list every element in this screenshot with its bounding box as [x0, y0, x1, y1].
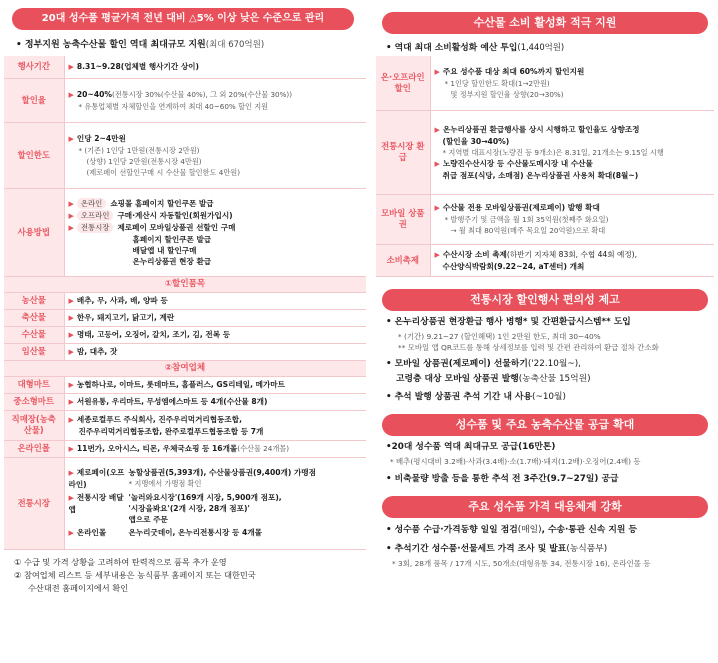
zero-note: * 지맹에서 가맹점 확인: [128, 479, 202, 488]
section-vendors-title: ②참여업체: [4, 360, 366, 376]
deliv-line3: 앱으로 주문: [128, 515, 168, 524]
seafood-lead: • 역대 최대 소비활성화 예산 투입: [386, 43, 518, 53]
seafood-row: [376, 244, 714, 276]
item-row: [4, 343, 366, 360]
triangle-icon: ▶: [68, 199, 74, 208]
triangle-icon: ▶: [68, 62, 74, 71]
triangle-icon: ▶: [68, 90, 74, 99]
deliv-line1: '놀러와요시장'(169개 시장, 5,900개 점포),: [128, 493, 282, 502]
section-items-title: ①할인품목: [4, 276, 366, 292]
vendor-row: [4, 410, 366, 440]
seafood-table: [376, 56, 714, 277]
market-bullet2: • 모바일 상품권(제로페이) 선물하기: [386, 358, 528, 369]
vendor-sub: (수산물 24개몰): [237, 443, 290, 453]
supply-bullet2-date: (9.7~27일): [546, 473, 599, 484]
section-items-row: [4, 276, 366, 292]
vendor-label: 직매장(농축산물): [4, 410, 64, 440]
triangle-icon: ▶: [68, 296, 74, 305]
section-price: [376, 496, 714, 569]
price-bullet2: • 추석기간 성수품·선물세트 가격 조사 및 발표: [386, 543, 567, 554]
item-text: 한우, 돼지고기, 닭고기, 계란: [76, 312, 175, 322]
vendor-text: 서원유통, 우리마트, 무성엠에스마트 등 4개: [76, 396, 224, 406]
mobile-note1: * 발행주기 및 금액을 월 1회 35억원(첫째주 화요일): [444, 215, 609, 224]
triangle-icon: ▶: [68, 211, 74, 220]
market-line4: 온누리상품권 현장 환급: [132, 256, 212, 266]
market-line2: 홈페이지 할인쿠폰 발급: [132, 234, 212, 244]
seafood-row-note1: * 1인당 할인한도 확대(1→2만원): [444, 78, 550, 88]
triangle-icon: ▶: [68, 494, 74, 502]
market-refund-rate: (할인율 30→40%): [442, 136, 510, 146]
row-limit: [4, 122, 366, 188]
seafood-banner: 수산물 소비 활성화 적극 지원: [382, 12, 708, 34]
item-row: [4, 309, 366, 326]
vendor-row: [4, 393, 366, 410]
expo-main: 수산양식박람회: [442, 261, 494, 271]
seafood-row-label: 전통시장 환급: [376, 110, 430, 194]
triangle-icon: ▶: [68, 469, 74, 477]
footnote-2: ② 참여업체 리스트 등 세부내용은 농식품부 홈페이지 또는 대한민국: [14, 569, 256, 580]
price-bullet1: • 성수품 수급·가격동향 일일 점검: [386, 524, 518, 535]
triangle-icon: ▶: [68, 134, 74, 143]
triangle-icon: ▶: [68, 313, 74, 322]
item-text: 명태, 고등어, 오징어, 갈치, 조기, 김, 전복 등: [76, 329, 231, 339]
vendor-label: 온라인몰: [4, 440, 64, 457]
rate-sub: (전통시장 30%(수산물 40%), 그 외 20%(수산물 30%)): [112, 89, 293, 99]
section-vendors-row: [4, 360, 366, 376]
market-bullet3: • 추석 발행 상품권 추석 기간 내 사용: [386, 391, 533, 402]
footnote-3: 수산대전 홈페이지에서 확인: [28, 582, 129, 593]
market-label: 전통시장: [4, 457, 64, 549]
price-note: * 3회, 28개 품목 / 17개 시도, 50개소(대형유통 34, 전통시장 16), 온라인몰 등: [392, 558, 651, 568]
item-text: 배추, 무, 사과, 배, 양파 등: [76, 295, 168, 305]
market-refund-main2: 노량진수산시장 등 수산물도매시장 내 수산물: [442, 158, 593, 168]
triangle-icon: ▶: [68, 397, 74, 406]
vendor-line1: 세종로컬푸드 주식회사, 진주우리먹거리협동조합,: [76, 414, 242, 424]
row-rate: [4, 78, 366, 122]
item-row: [4, 292, 366, 309]
market-online-tag: 온라인몰: [76, 528, 107, 537]
vendor-row-market: [4, 457, 366, 549]
market-note1: * (기간) 9.21~27 (할인혜택) 1인 2만원 한도, 최대 30~40%: [398, 331, 601, 341]
seafood-row-label: 모바일 상품권: [376, 194, 430, 244]
triangle-icon: ▶: [68, 444, 74, 453]
vendor-sub: (수산물 8개): [223, 396, 268, 406]
price-bullet2-org: (농식품부): [566, 543, 608, 554]
row-method: [4, 188, 366, 276]
supply-note: * 배추(평시대비 3.2배)·사과(3.4배)·소(1.7배)·돼지(1.2배)·오징어(2.4배) 등: [390, 456, 641, 466]
triangle-icon: ▶: [68, 347, 74, 356]
row-period: [4, 56, 366, 78]
market-bullet2-date: ('22.10월~),: [527, 358, 581, 369]
section-seafood: [376, 12, 714, 277]
zero-sub2: (9,400개) 가맹점: [253, 468, 316, 477]
item-row: [4, 326, 366, 343]
vendor-row: [4, 440, 366, 457]
market-note2: ** 모바일 앱 QR코드를 통해 상세정보를 입력 및 간편 관리하여 환급 절차 간소화: [398, 342, 659, 352]
festival-main: 수산시장 소비 촉제: [442, 249, 507, 259]
vendor-text: 11번가, 오아시스, 티몬, 우체국쇼핑 등 16개몰: [76, 443, 238, 453]
market-line3: 배달앱 내 할인구매: [132, 245, 197, 255]
seafood-row-note2: 및 정부지원 할인율 상향(20→30%): [450, 89, 564, 99]
online-text: 쇼핑몰 홈페이지 할인쿠폰 발급: [110, 198, 214, 208]
zero-tag: 제로페이(오프라인): [68, 468, 125, 489]
market-refund-main: 온누리상품권 환급행사를 상시 시행하고 할인율도 상향조정: [442, 124, 640, 134]
market-bullet2-amount: (농축산물 15억원): [518, 373, 591, 384]
triangle-icon: ▶: [68, 330, 74, 339]
market-bullet2-line2: 고령층 대상 모바일 상품권 발행: [396, 373, 519, 384]
seafood-row: [376, 110, 714, 194]
left-column: [4, 0, 366, 595]
mobile-note2: → 월 최대 80억원(매주 목요일 20억원)으로 확대: [450, 226, 606, 235]
footnote-1: ① 수급 및 가격 상황을 고려하여 탄력적으로 품목 추가 운영: [14, 556, 227, 567]
row-rate-label: 할인율: [4, 78, 64, 122]
market-line1: 제로페이 모바일상품권 선할인 구매: [117, 222, 236, 232]
offline-text: 구매·계산시 자동할인(회원가입시): [117, 210, 233, 220]
vendor-row: [4, 376, 366, 393]
triangle-icon: ▶: [434, 67, 440, 76]
limit-line3: (제로페이 선할인구매 시 수산물 할인한도 4만원): [86, 167, 241, 177]
left-lead: [16, 37, 366, 50]
vendor-label: 중소형마트: [4, 393, 64, 410]
zero-main: 농할상품권: [128, 468, 166, 477]
market-online-text: 온누리굿데이, 온누리전통시장 등 4개몰: [128, 528, 262, 537]
market-banner: 전통시장 할인행사 편의성 제고: [382, 289, 708, 311]
market-bullet3-date: (~10월): [532, 391, 566, 402]
market-tag: 전통시장: [77, 222, 114, 233]
market-refund-date: (8월~): [612, 170, 639, 180]
zero-sub: (5,393개), 수산물상품권: [165, 468, 254, 477]
triangle-icon: ▶: [68, 415, 74, 424]
seafood-row-label: 소비촉제: [376, 244, 430, 276]
row-period-label: 행사기간: [4, 56, 64, 78]
triangle-icon: ▶: [434, 125, 440, 134]
seafood-row: [376, 194, 714, 244]
supply-banner: 성수품 및 주요 농축수산물 공급 확대: [382, 414, 708, 436]
deliv-tag: 전통시장 배달앱: [68, 493, 124, 514]
item-label: 수산물: [4, 326, 64, 343]
supply-bullet1: •20대 성수품 역대 최대규모 공급: [386, 441, 519, 452]
section-market: [376, 289, 714, 404]
limit-main: 인당 2~4만원: [76, 133, 126, 143]
seafood-row-label: 온·오프라인 할인: [376, 56, 430, 110]
left-lead-sub: (최대 670억원): [205, 40, 265, 50]
item-label: 축산물: [4, 309, 64, 326]
rate-main: 20~40%: [76, 89, 112, 99]
price-bullet1-freq: (매일): [517, 524, 542, 535]
triangle-icon: ▶: [68, 380, 74, 389]
triangle-icon: ▶: [68, 223, 74, 232]
left-banner: 20대 성수품 평균가격 전년 대비 △5% 이상 낮은 수준으로 관리: [12, 8, 354, 30]
limit-line2: (상향) 1인당 2만원(전통시장 4만원): [86, 156, 202, 166]
festival-sub: (하반기 지자체 83회, 수협 44회 예정),: [506, 249, 638, 259]
market-bullet1: • 온누리상품권 현장환급 행사 병행* 및 간편환급시스템** 도입: [386, 316, 631, 327]
section-supply: [376, 414, 714, 486]
market-refund-main3: 취급 점포(식당, 소매점) 온누리상품권 사용처 확대: [442, 170, 613, 180]
triangle-icon: ▶: [68, 529, 74, 537]
vendor-text: 농협하나로, 이마트, 롯데마트, 홈플러스, GS리테일, 메가마트: [76, 379, 285, 389]
triangle-icon: ▶: [434, 159, 440, 168]
offline-tag: 오프라인: [77, 210, 114, 221]
row-method-label: 사용방법: [4, 188, 64, 276]
row-period-text: 8.31~9.28(업체별 행사기간 상이): [76, 61, 199, 71]
footnotes: [4, 556, 366, 595]
market-refund-note: * 지역별 대표시장(노량진 등 9개소)은 8.31일, 21개소는 9.15일 시행: [442, 147, 664, 157]
price-bullet1-end: , 수송·통관 신속 지원 등: [541, 524, 637, 535]
supply-bullet2: • 비축물량 방출 등을 통한 추석 전 3주간: [386, 473, 547, 484]
rate-note: * 유통업체별 자체할인을 연계하여 최대 40~60% 할인 지원: [78, 101, 269, 111]
right-column: [376, 0, 714, 569]
limit-line1: * (기존) 1인당 1만원(전통시장 2만원): [78, 145, 200, 155]
seafood-lead-sub: (1,440억원): [517, 42, 565, 52]
expo-sub: (9.22~24, aT센터) 개최: [493, 261, 585, 271]
vendor-label: 대형마트: [4, 376, 64, 393]
supply-bullet2-end: 공급: [598, 473, 619, 484]
left-lead-text: • 정부지원 농축수산물 할인 역대 최대규모 지원: [16, 40, 206, 50]
mobile-main: 수산물 전용 모바일상품권(제로페이) 발행 확대: [442, 203, 600, 212]
item-label: 임산물: [4, 343, 64, 360]
seafood-row-main: 주요 성수품 대상 최대 60%까지 할인지원: [442, 66, 585, 76]
discount-table: [4, 56, 366, 550]
item-label: 농산물: [4, 292, 64, 309]
price-banner: 주요 성수품 가격 대응체계 강화: [382, 496, 708, 518]
triangle-icon: ▶: [434, 250, 440, 259]
seafood-row: [376, 56, 714, 110]
row-limit-label: 할인한도: [4, 122, 64, 188]
vendor-line2: 진주우리먹거리협동조합, 완주로컬푸드협동조합 등 7개: [78, 426, 264, 436]
online-tag: 온라인: [77, 198, 106, 209]
triangle-icon: ▶: [434, 204, 440, 212]
supply-bullet1-amount: (16만톤): [518, 441, 556, 452]
deliv-line2: '시장을봐요'(2개 시장, 28개 점포)': [128, 504, 250, 513]
item-text: 밤, 대추, 잣: [76, 346, 118, 356]
